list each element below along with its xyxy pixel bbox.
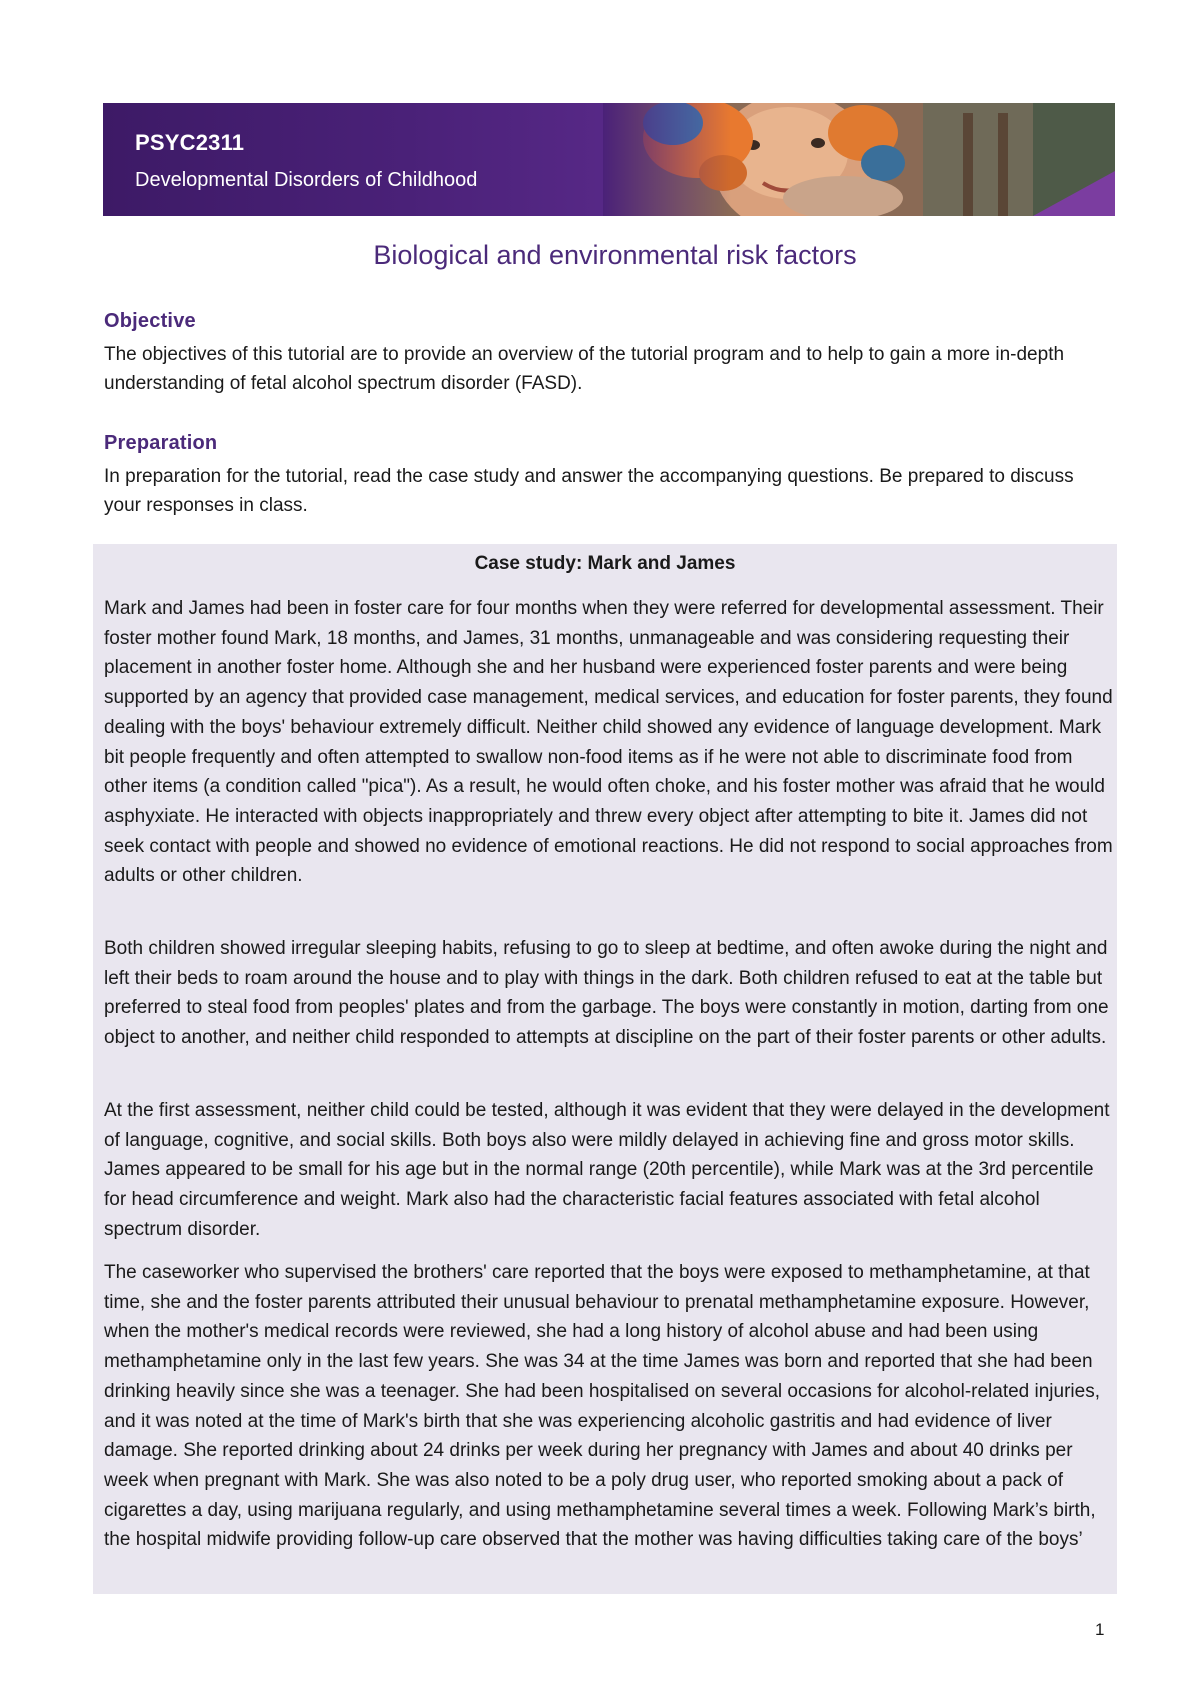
objective-text: The objectives of this tutorial are to provide an overview of the tutorial program and to help to gain a more in-depth understanding of fetal alcohol spectrum disorder (FASD). <box>104 344 1065 394</box>
case-study-box <box>93 544 1117 1594</box>
case-paragraph: Mark and James had been in foster care for four months when they were referred for developmental assessment. Their foster mother found Mark, 18 months, and James, 31 months, unmanageable and was considering requesting their placement in another foster home. Although she and her husband were experienced foster parents and were being supported by an agency that provided case management, medical services, and education for foster parents, they found dealing with the boys' behaviour extremely difficult. Neither child showed any evidence of language development. Mark bit people frequently and often attempted to swallow non-food items as if he were not able to discriminate food from other items (a condition called "pica"). As a result, he would often choke, and his foster mother was afraid that he would asphyxiate. He interacted with objects inappropriately and threw every object after attempting to bite it. James did not seek contact with people and showed no evidence of emotional reactions. He did not respond to social approaches from adults or other children. <box>104 598 1113 887</box>
banner-photo-graphic <box>603 103 1115 216</box>
preparation-heading: Preparation <box>104 432 218 454</box>
case-paragraph: Both children showed irregular sleeping habits, refusing to go to sleep at bedtime, and often awoke during the night and left their beds to roam around the house and to play with things in the dark. Both children refused to eat at the table but preferred to steal food from peoples' plates and from the garbage. The boys were constantly in motion, darting from one object to another, and neither child responded to attempts at discipline on the part of their foster parents or other adults. <box>104 938 1109 1049</box>
page-number: 1 <box>1095 1620 1105 1639</box>
course-banner <box>103 103 1115 216</box>
child-with-painted-hands-photo <box>603 103 1115 216</box>
objective-heading: Objective <box>104 310 196 332</box>
case-paragraph: The caseworker who supervised the brothers' care reported that the boys were exposed to methamphetamine, at that time, she and the foster parents attributed their unusual behaviour to prenatal methamphetamine exposure. However, when the mother's medical records were reviewed, she had a long history of alcohol abuse and had been using methamphetamine only in the last few years. She was 34 at the time James was born and reported that she had been drinking heavily since she was a teenager. She had been hospitalised on several occasions for alcohol-related injuries, and it was noted at the time of Mark's birth that she was experiencing alcoholic gastritis and had evidence of liver damage. She reported drinking about 24 drinks per week during her pregnancy with James and about 40 drinks per week when pregnant with Mark. She was also noted to be a poly drug user, who reported smoking about a pack of cigarettes a day, using marijuana regularly, and using methamphetamine several times a week. Following Mark’s birth, the hospital midwife providing follow-up care observed that the mother was having difficulties taking care of the boys’ <box>104 1262 1100 1551</box>
case-paragraph: At the first assessment, neither child could be tested, although it was evident that they were delayed in the development of language, cognitive, and social skills. Both boys also were mildly delayed in achieving fine and gross motor skills. James appeared to be small for his age but in the normal range (20th percentile), while Mark was at the 3rd percentile for head circumference and weight. Mark also had the characteristic facial features associated with fetal alcohol spectrum disorder. <box>104 1100 1110 1240</box>
course-code: PSYC2311 <box>135 130 245 155</box>
course-name: Developmental Disorders of Childhood <box>135 169 478 191</box>
preparation-text: In preparation for the tutorial, read the case study and answer the accompanying questions. Be prepared to discuss your responses in class. <box>104 466 1074 516</box>
page-title: Biological and environmental risk factors <box>373 240 857 270</box>
case-study-title: Case study: Mark and James <box>474 553 736 574</box>
